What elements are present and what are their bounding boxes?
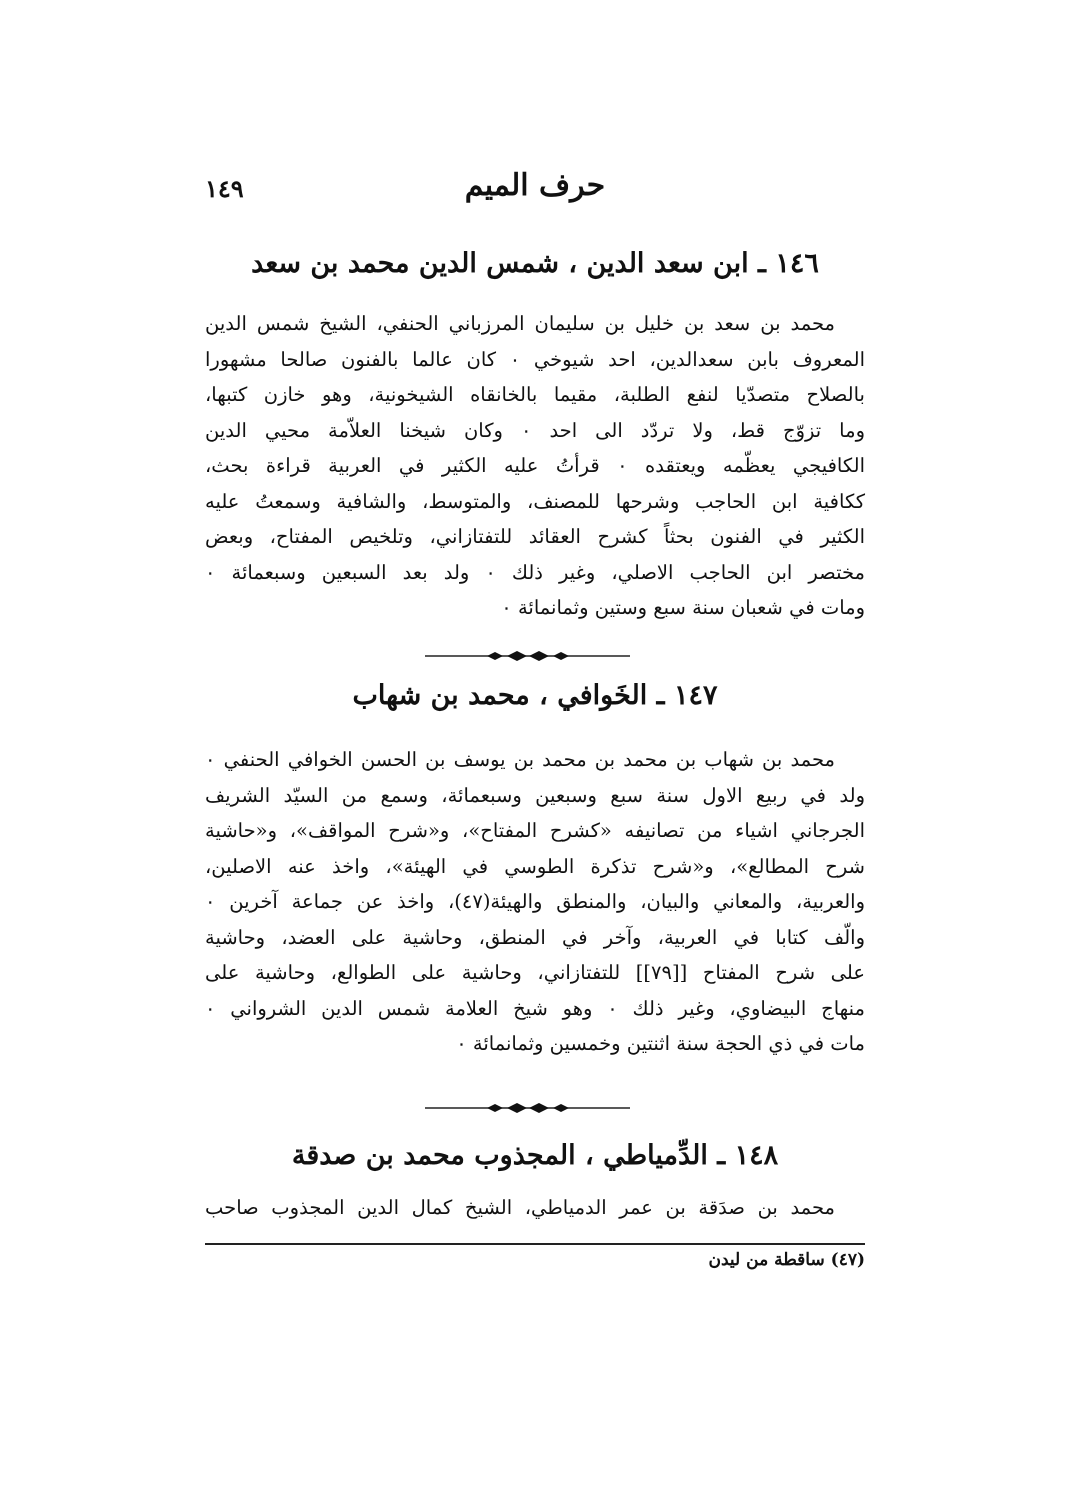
footnote: (٤٧) ساقطة من ليدن	[708, 1250, 865, 1270]
text-line: محمد بن سعد بن خليل بن سليمان المرزباني الحنفي، الشيخ شمس الدين	[205, 312, 835, 335]
page-header	[205, 168, 865, 212]
text-line: محمد بن صدَقة بن عمر الدمياطي، الشيخ كمال الدين المجذوب صاحب	[205, 1196, 835, 1219]
text-line: شرح المطالع»، و«شرح تذكرة الطوسي في الهيئة»، واخذ عنه الاصلين،	[205, 854, 865, 878]
entry-heading-147: ١٤٧ ـ الخَوافي ، محمد بن شهاب	[352, 680, 718, 711]
text-line: ككافية ابن الحاجب وشرحها للمصنف، والمتوسط، والشافية وسمعتُ عليه	[205, 489, 865, 513]
text-line: منهاج البيضاوي، وغير ذلك ٠ وهو شيخ العلامة شمس الدين الشرواني ٠	[205, 996, 865, 1020]
page-number: ١٤٩	[205, 174, 244, 203]
text-line: المعروف بابن سعدالدين، احد شيوخي ٠ كان عالما بالفنون صالحا مشهورا	[205, 347, 865, 371]
footnote-rule	[205, 1243, 865, 1245]
text-line: ومات في شعبان سنة سبع وستين وثمانمائة ٠	[501, 596, 865, 619]
text-line: والعربية، والمعاني والبيان، والمنطق والهيئة(٤٧)، واخذ عن جماعة آخرين ٠	[205, 890, 866, 913]
entry-body-148	[205, 1190, 865, 1226]
text-line: محمد بن شهاب بن محمد بن محمد بن يوسف بن الحسن الخوافي الحنفي ٠	[205, 748, 835, 771]
text-line: مختصر ابن الحاجب الاصلي، وغير ذلك ٠ ولد بعد السبعين وسبعمائة ٠	[205, 560, 865, 584]
text-line: ولد في ربيع الاول سنة سبع وسبعين وسبعمائة، وسمع من السيّد الشريف	[205, 783, 865, 807]
text-line: والّف كتابا في العربية، وآخر في المنطق، وحاشية على العضد، وحاشية	[205, 925, 865, 949]
section-divider-ornament	[425, 1102, 630, 1114]
text-line: مات في ذي الحجة سنة اثنتين وخمسين وثمانمائة ٠	[456, 1032, 865, 1055]
running-title: حرف الميم	[464, 168, 606, 203]
entry-heading-148: ١٤٨ ـ الدِّمياطي ، المجذوب محمد بن صدقة	[291, 1140, 779, 1171]
text-line: بالصلاح متصدّيا لنفع الطلبة، مقيما بالخانقاه الشيخونية، وهو خازن كتبها،	[205, 383, 865, 406]
text-line: وما تزوّج قط، ولا تردّد الى احد ٠ وكان شيخنا العلاّمة محيي الدين	[205, 418, 865, 442]
entry-heading-146: ١٤٦ ـ ابن سعد الدين ، شمس الدين محمد بن سعد	[251, 248, 819, 279]
text-line: الكثير في الفنون بحثاً كشرح العقائد للتفتازاني، وتلخيص المفتاح، وبعض	[205, 525, 865, 548]
entry-body-146	[205, 306, 865, 626]
text-line: الجرجاني اشياء من تصانيفه «كشرح المفتاح»، و«شرح المواقف»، و«حاشية	[205, 819, 865, 842]
entry-body-147	[205, 742, 865, 1062]
section-divider-ornament	[425, 650, 630, 662]
text-line: على شرح المفتاح [[٧٩]] للتفتازاني، وحاشية على الطوالع، وحاشية على	[205, 961, 865, 984]
text-line: الكافيجي يعظّمه ويعتقده ٠ قرأتُ عليه الكثير في العربية قراءة بحث،	[205, 454, 865, 477]
